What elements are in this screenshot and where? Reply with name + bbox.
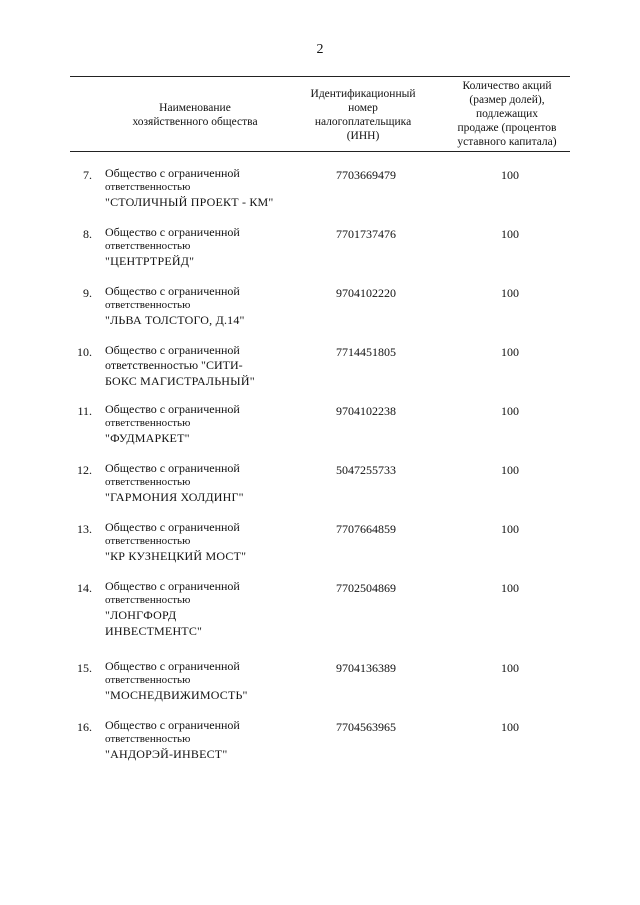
company-name-line: ответственностью <box>105 417 191 429</box>
company-inn: 7704563965 <box>336 720 396 734</box>
company-name-line: ответственностью <box>105 594 191 606</box>
company-name-line: "ЛЬВА ТОЛСТОГО, Д.14" <box>105 313 245 327</box>
company-name-line: Общество с ограниченной <box>105 579 240 593</box>
company-inn: 5047255733 <box>336 463 396 477</box>
table-row <box>0 284 640 343</box>
company-inn: 7714451805 <box>336 345 396 359</box>
table-row <box>0 402 640 461</box>
row-number: 12. <box>77 463 92 477</box>
row-number: 10. <box>77 345 92 359</box>
row-number: 8. <box>83 227 92 241</box>
header-inn: Идентификационный номер налогоплательщика (ИНН) <box>310 88 416 142</box>
table-row <box>0 166 640 225</box>
company-name-line: ответственностью <box>105 476 191 488</box>
company-name <box>105 284 295 328</box>
company-name <box>105 718 295 762</box>
table-header-rule <box>70 151 570 152</box>
company-inn: 9704102220 <box>336 286 396 300</box>
share-quantity: 100 <box>501 581 519 595</box>
header-share-quantity: Количество акций (размер долей), подлежащих продаже (процентов уставного капитала) <box>457 80 557 148</box>
table-top-rule <box>70 76 570 77</box>
table-row <box>0 225 640 284</box>
row-number: 14. <box>77 581 92 595</box>
table-row <box>0 659 640 718</box>
share-quantity: 100 <box>501 286 519 300</box>
company-name-line: "АНДОРЭЙ-ИНВЕСТ" <box>105 747 228 761</box>
company-name <box>105 343 295 389</box>
company-name-line: Общество с ограниченной <box>105 343 240 357</box>
company-name <box>105 402 295 446</box>
company-inn: 7707664859 <box>336 522 396 536</box>
company-name-line: Общество с ограниченной <box>105 718 240 732</box>
row-number: 11. <box>77 404 92 418</box>
share-quantity: 100 <box>501 404 519 418</box>
company-inn: 7701737476 <box>336 227 396 241</box>
company-name-line: ответственностью <box>105 535 191 547</box>
row-number: 13. <box>77 522 92 536</box>
company-name-line: Общество с ограниченной <box>105 659 240 673</box>
company-name-line: ИНВЕСТМЕНТС" <box>105 624 203 638</box>
company-name-line: ответственностью <box>105 674 191 686</box>
company-name-line: Общество с ограниченной <box>105 225 240 239</box>
company-inn: 7703669479 <box>336 168 396 182</box>
company-name-line: Общество с ограниченной <box>105 520 240 534</box>
share-quantity: 100 <box>501 661 519 675</box>
share-quantity: 100 <box>501 720 519 734</box>
company-name <box>105 579 295 639</box>
company-name-line: "МОСНЕДВИЖИМОСТЬ" <box>105 688 248 702</box>
table-row <box>0 520 640 579</box>
company-name-line: ответственностью "СИТИ- <box>105 358 243 372</box>
company-name-line: "КР КУЗНЕЦКИЙ МОСТ" <box>105 549 247 563</box>
company-name-line: Общество с ограниченной <box>105 284 240 298</box>
company-name-line: Общество с ограниченной <box>105 166 240 180</box>
company-name-line: "СТОЛИЧНЫЙ ПРОЕКТ - КМ" <box>105 195 274 209</box>
table-row <box>0 461 640 520</box>
company-name-line: "ЛОНГФОРД <box>105 608 177 622</box>
row-number: 9. <box>83 286 92 300</box>
company-name-line: ответственностью <box>105 733 191 745</box>
company-name-line: "ЦЕНТРТРЕЙД" <box>105 254 195 268</box>
company-name-line: "ГАРМОНИЯ ХОЛДИНГ" <box>105 490 244 504</box>
table-row <box>0 579 640 659</box>
company-name-line: ответственностью <box>105 240 191 252</box>
company-name <box>105 520 295 564</box>
company-name-line: Общество с ограниченной <box>105 461 240 475</box>
row-number: 15. <box>77 661 92 675</box>
share-quantity: 100 <box>501 168 519 182</box>
company-name <box>105 225 295 269</box>
share-quantity: 100 <box>501 227 519 241</box>
company-name <box>105 166 295 210</box>
table-row <box>0 718 640 777</box>
page-number: 2 <box>316 42 324 57</box>
share-quantity: 100 <box>501 522 519 536</box>
table-row <box>0 343 640 402</box>
table-body <box>0 166 640 777</box>
company-name-line: ответственностью <box>105 299 191 311</box>
company-inn: 9704102238 <box>336 404 396 418</box>
company-inn: 7702504869 <box>336 581 396 595</box>
share-quantity: 100 <box>501 345 519 359</box>
row-number: 16. <box>77 720 92 734</box>
share-quantity: 100 <box>501 463 519 477</box>
header-company-name: Наименование хозяйственного общества <box>132 102 258 128</box>
company-name <box>105 461 295 505</box>
company-name-line: БОКС МАГИСТРАЛЬНЫЙ" <box>105 374 255 388</box>
company-name-line: ответственностью <box>105 181 191 193</box>
company-inn: 9704136389 <box>336 661 396 675</box>
company-name-line: Общество с ограниченной <box>105 402 240 416</box>
company-name-line: "ФУДМАРКЕТ" <box>105 431 190 445</box>
company-name <box>105 659 295 703</box>
row-number: 7. <box>83 168 92 182</box>
